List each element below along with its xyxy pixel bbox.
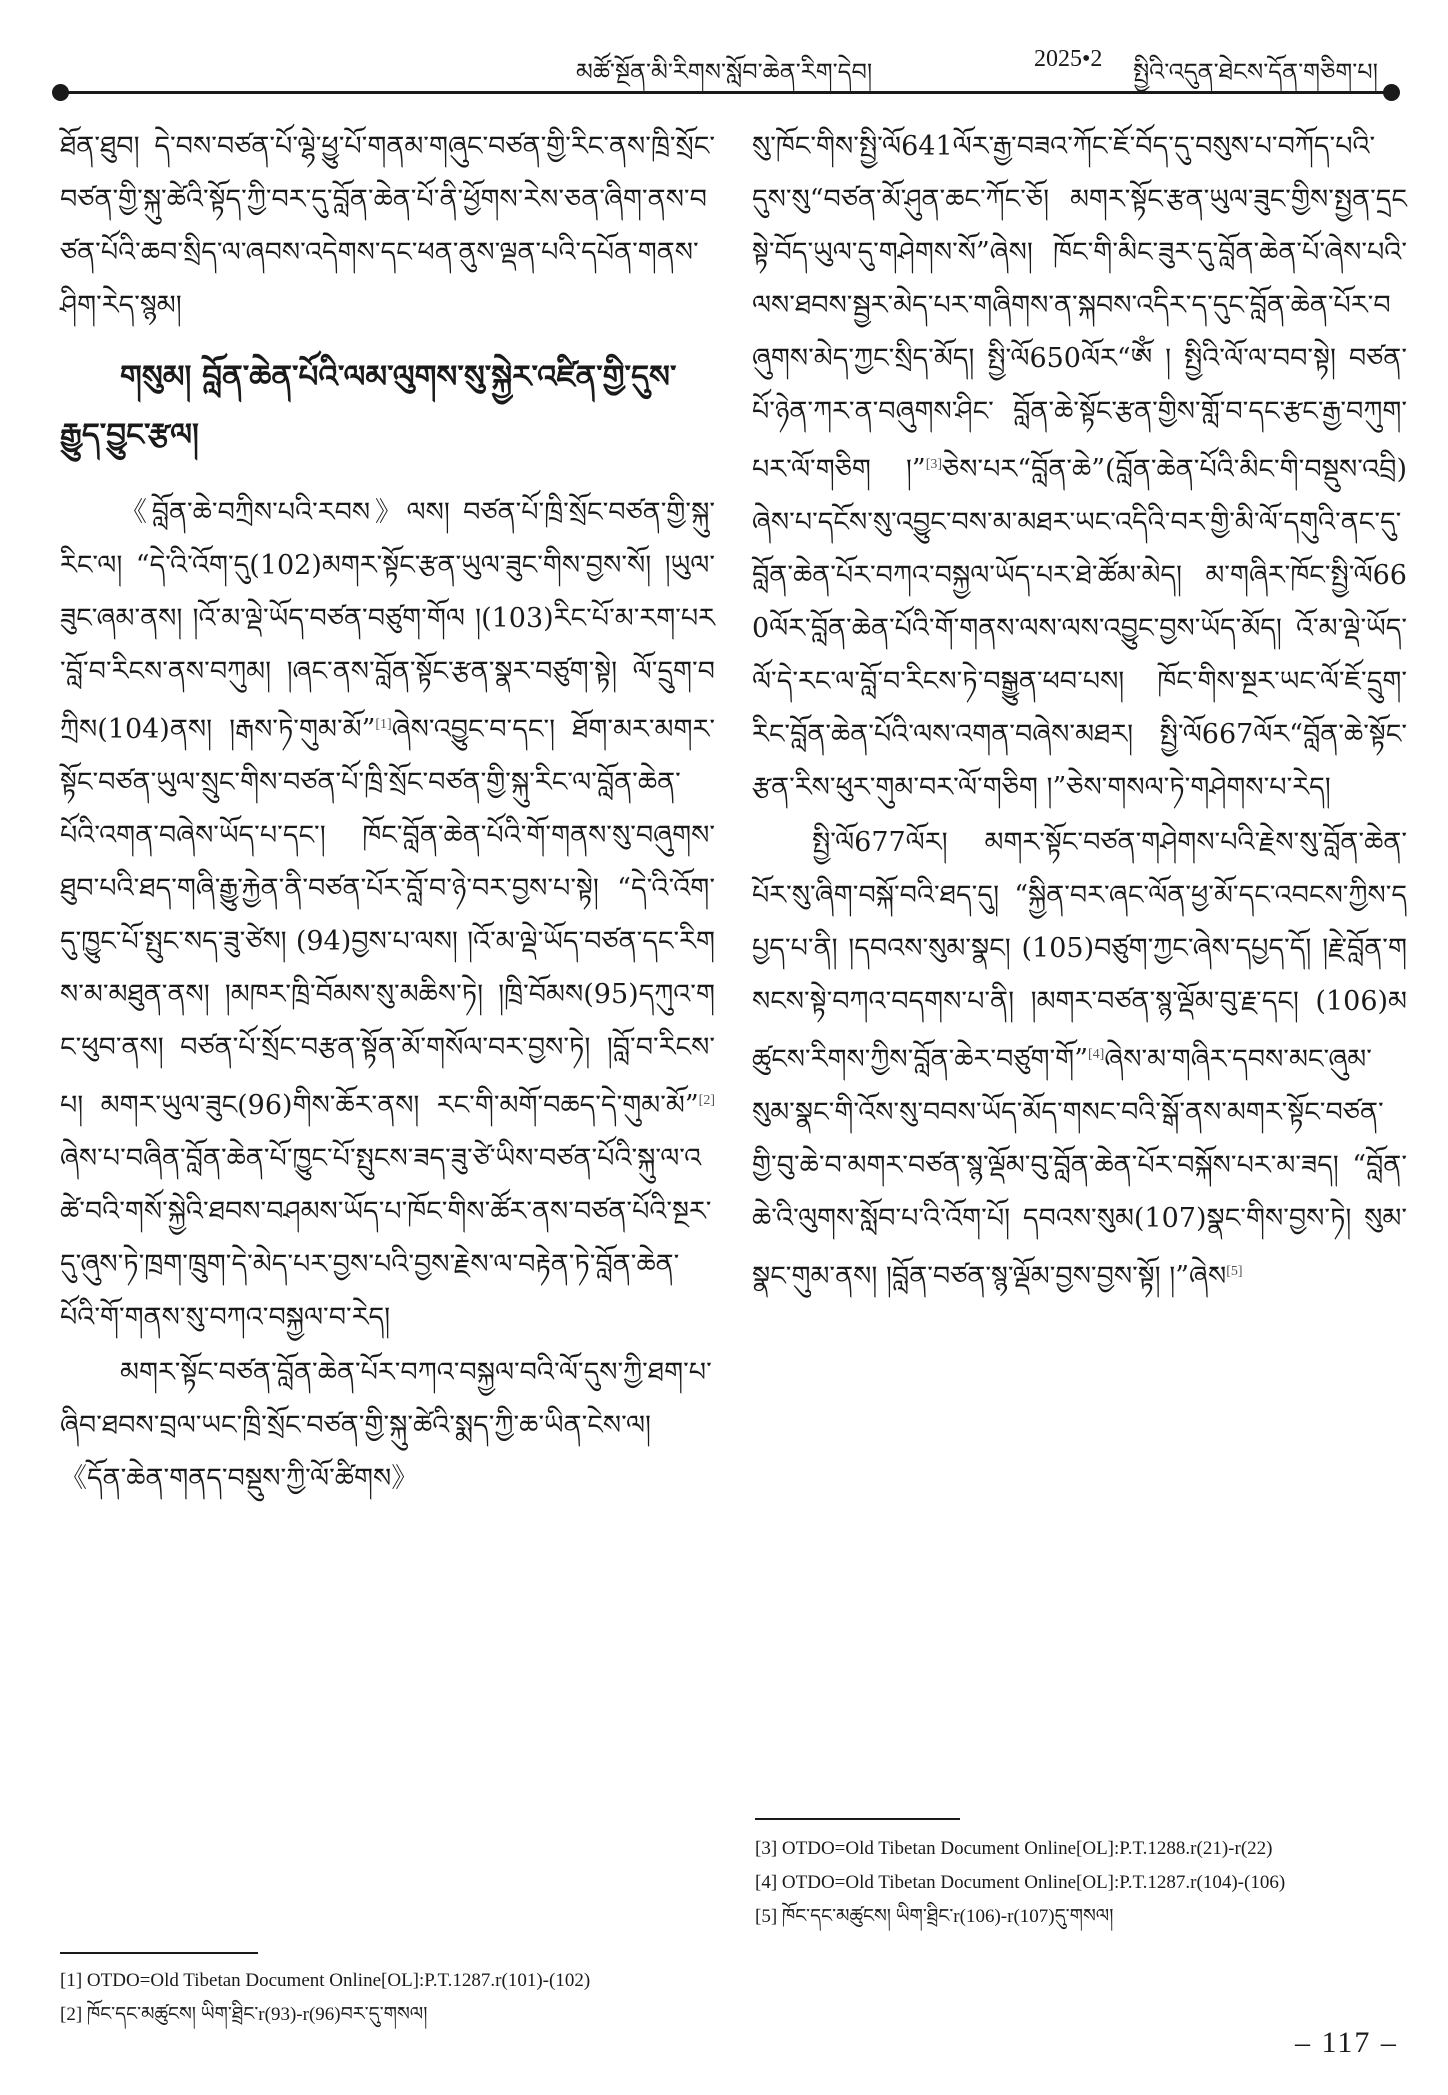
- footnotes-right: [755, 1832, 1405, 1934]
- paragraph-text: ཞེས་མ་གཞིར་དབས་མང་ཞུམ་སུམ་སྣང་གི་འོས་སུ་བབས་ཡོད་མོད་གསང་བའི་སྒོ་ནས་མགར་སྟོང་བཙན་གྱི་བུ་ཆེ་བ་མགར་བཙན་སྙ་ལྡོམ་བུ་བློན་ཆེན་པོར་བསྐོས་པར་མ་ཟད། “བློན་ཆེ་འི་ལུགས་སློབ་པ་འི་འོག་པོ། དབའས་སུམ(107)སྣང་གིས་བྱས་ཏེ། སུམ་སྣང་གུམ་ནས། །བློན་བཙན་སྙ་ལྡོམ་བྱས་བྱས་སྟོ། །”ཞེས: [752, 1044, 1407, 1292]
- rule-dot-left: [52, 84, 69, 101]
- rule-dot-right: [1383, 84, 1400, 101]
- paragraph: [60, 486, 715, 1344]
- paragraph: མགར་སྟོང་བཙན་བློན་ཆེན་པོར་བཀའ་བསྐྱལ་བའི་ལོ་དུས་ཀྱི་ཐག་པ་ཞིབ་ཐབས་བྲལ་ཡང་ཁྲི་སྲོང་བཙན་གྱི་སྐུ་ཚེའི་སྨད་ཀྱི་ཆ་ཡིན་ངེས་ལ། 《དོན་ཆེན་གནད་བསྡུས་ཀྱི་ལོ་ཚིགས》: [60, 1357, 712, 1494]
- section-heading: གསུམ། བློན་ཆེན་པོའི་ལམ་ལུགས་སུ་སྐྱེར་འཛིན་གྱི་དུས་རྒྱུད་བྱུང་རྩལ།: [60, 359, 677, 453]
- paragraph-text: 《བློན་ཆེ་བཀྲིས་པའི་རབས》ལས། བཙན་པོ་ཁྲི་སྲོང་བཙན་གྱི་སྐུ་རིང་ལ། “དེ་འི་འོག་དུ(102)མགར་སྟོང་རྩན་ཡུལ་ཟུང་གིས་བྱས་སོ། །ཡུལ་ཟུང་ཞམ་ནས། །འོ་མ་ལྡེ་ཡོད་བཙན་བཙུག་གོལ །(103)རིང་པོ་མ་རག་པར་བློ་བ་རིངས་ནས་བཀུམ། །ཞང་ནས་བློན་སྟོང་རྩན་སྣར་བཙུག་སྟེ། ལོ་དྲུག་བཀྲིས(104)ནས། །རྒས་ཏེ་གུམ་མོ”: [60, 497, 715, 745]
- left-column: [60, 120, 715, 1507]
- paragraph-text: སྤྱི་ལོ677ལོར། མགར་སྟོང་བཙན་གཤེགས་པའི་རྗེས་སུ་བློན་ཆེན་པོར་སུ་ཞིག་བསྐོ་བའི་ཐད་དུ། “སྐྱིན་བར་ཞང་ལོན་ཕྱ་མོ་དང་འབངས་ཀྱིས་དཔྱད་པ་ནི། །དབའས་སུམ་སྣང། (105)བཙུག་ཀྱང་ཞེས་དཔྱད་དོ། །རྗེ་བློན་གསངས་སྟེ་བཀའ་བདགས་པ་ནི། །མགར་བཙན་སྙ་ལྡོམ་བུ་རྗ་དང། (106)མཚུངས་རིགས་ཀྱིས་བློན་ཆེར་བཙུག་གོ”: [752, 827, 1407, 1075]
- paragraph-text: སུ་ཁོང་གིས་སྤྱི་ལོ641ལོར་རྒྱ་བཟའ་ཀོང་ཇོ་བོད་དུ་བསུས་པ་བཀོད་པའི་དུས་སུ“བཙན་མོ་ཤུན་ཆང་ཀོང་ཅོ། མགར་སྟོང་རྩན་ཡུལ་ཟུང་གྱིས་སྤྱན་དྲངསྟེ་བོད་ཡུལ་དུ་གཤེགས་སོ”ཞེས། ཁོང་གི་མིང་ཟུར་དུ་བློན་ཆེན་པོ་ཞེས་པའི་ལས་ཐབས་སྦྱར་མེད་པར་གཞིགས་ན་སྐབས་འདིར་ད་དུང་བློན་ཆེན་པོར་བཞུགས་མེད་ཀྱང་སྲིད་མོད། སྤྱི་ལོ650ལོར“ཨོཾ ། སྤྱིའི་ལོ་ལ་བབ་སྟེ། བཙན་པོ་ཉེན་ཀར་ན་བཞུགས་ཤིང་ བློན་ཆེ་སྟོང་རྩན་གྱིས་གློ་བ་དང་རྩང་རྒྱ་བཀུག་པར་ལོ་གཅིག །”: [752, 131, 1407, 485]
- paragraph-text: ཅེས་པར“བློན་ཆེ”(བློན་ཆེན་པོའི་མིང་གི་བསྡུས་འབྲི)ཞེས་པ་དངོས་སུ་འབྱུང་བས་མ་མཐར་ཡང་འདིའི་བར་གྱི་མི་ལོ་དགུའི་ནང་དུ་བློན་ཆེན་པོར་བཀའ་བསྐྱལ་ཡོད་པར་ཐེ་ཚོམ་མེད། མ་གཞིར་ཁོང་སྤྱི་ལོ660ལོར་བློན་ཆེན་པོའི་གོ་གནས་ལས་ལས་འབྱུང་བྱས་ཡོད་མོད། འོ་མ་ལྡེ་ཡོད་ལོ་དེ་རང་ལ་བློ་བ་རིངས་ཏེ་བསྒྱུན་ཕབ་པས། ཁོང་གིས་སྔར་ཡང་ལོ་ཇོ་དྲུག་རིང་བློན་ཆེན་པོའི་ལས་འགན་བཞེས་མཐར། སྤྱི་ལོ667ལོར“བློན་ཆེ་སྟོང་རྩན་རིས་ཕུར་གུམ་བར་ལོ་གཅིག །”ཅེས་གསལ་ཏེ་གཤེགས་པ་རེད།: [752, 454, 1407, 803]
- header-rule: [56, 91, 1392, 94]
- page-number: – 117 –: [1295, 2026, 1398, 2059]
- paragraph-text: ཞེས་པ་བཞིན་བློན་ཆེན་པོ་ཁྱུང་པོ་སྤུངས་ཟད་ཟུ་ཙེ་ཡིས་བཙན་པོའི་སྐུ་ལ་འཚེ་བའི་གསོ་སྐྱེའི་ཐབས་བཤམས་ཡོད་པ་ཁོང་གིས་ཚོར་ནས་བཙན་པོའི་སྔར་དུ་ཞུས་ཏེ་ཁྲག་ཁྲུག་དེ་མེད་པར་བྱས་པའི་བྱས་རྗེས་ལ་བརྟེན་ཏེ་བློན་ཆེན་པོའི་གོ་གནས་སུ་བཀའ་བསྐྱལ་བ་རེད།: [60, 1143, 712, 1333]
- footnote: [3] OTDO=Old Tibetan Document Online[OL]:P.T.1288.r(21)-r(22): [755, 1838, 1273, 1859]
- footnote-rule: [755, 1818, 960, 1820]
- section-title: སྤྱིའི་འདུན་ཐེངས་དོན་གཅིག་པ།: [1132, 58, 1378, 86]
- right-column: [752, 120, 1407, 1305]
- footnote-ref: [4]: [1088, 1047, 1105, 1062]
- footnote-ref: [1]: [375, 717, 392, 732]
- paragraph: ཐོན་ཐུབ། དེ་བས་བཙན་པོ་ལྷེ་ཕྱུ་པོ་གནམ་གཞུང་བཙན་གྱི་རིང་ནས་ཁྲི་སྲོང་བཙན་གྱི་སྐུ་ཚེའི་སྟོད་ཀྱི་བར་དུ་བློན་ཆེན་པོ་ནི་ཕྱོགས་རེས་ཅན་ཞིག་ནས་བཙན་པོའི་ཆབ་སྲིད་ལ་ཞབས་འདེགས་དང་ཕན་ནུས་ལྡན་པའི་དཔོན་གནས་ཤིག་རེད་སྙམ།: [60, 131, 715, 321]
- footnote: [4] OTDO=Old Tibetan Document Online[OL]:P.T.1287.r(104)-(106): [755, 1872, 1286, 1893]
- paragraph-text: ཞེས་འབྱུང་བ་དང་། ཐོག་མར་མགར་སྟོང་བཙན་ཡུལ་སྲུང་གིས་བཙན་པོ་ཁྲི་སྲོང་བཙན་གྱི་སྐུ་རིང་ལ་བློན་ཆེན་པོའི་འགན་བཞེས་ཡོད་པ་དང་། ཁོང་བློན་ཆེན་པོའི་གོ་གནས་སུ་བཞུགས་ཐུབ་པའི་ཐད་གཞི་རྒྱུ་རྐྱེན་ནི་བཙན་པོར་བློ་བ་ཉེ་བར་བྱས་པ་སྟེ། “དེ་འི་འོག་དུ་ཁྱུང་པོ་སྤུང་སད་ཟུ་ཙེས། (94)བྱས་པ་ལས། །འོ་མ་ལྡེ་ཡོད་བཙན་དང་རིགས་མ་མཐུན་ནས། །མཁར་ཁྲི་བོམས་སུ་མཆིས་ཏེ། །ཁྲི་བོམས(95)དཀུའ་གང་ཕུབ་ནས། བཙན་པོ་སྲོང་བརྩན་སྟོན་མོ་གསོལ་བར་བྱས་ཏེ། །བློ་བ་རིངས་པ། མགར་ཡུལ་ཟུང(96)གིས་ཆོར་ནས། རང་གི་མགོ་བཆད་དེ་གུམ་མོ”: [60, 714, 716, 1121]
- footnote-ref: [5]: [1226, 1264, 1243, 1279]
- footnote-rule: [60, 1952, 258, 1954]
- journal-title: མཚོ་སྔོན་མི་རིགས་སློབ་ཆེན་རིག་དེབ།: [576, 58, 873, 86]
- issue-number: 2025•2: [1034, 46, 1103, 72]
- footnote: [1] OTDO=Old Tibetan Document Online[OL]:P.T.1287.r(101)-(102): [60, 1970, 591, 1991]
- footnote: [2] ཁོང་དང་མཚུངས། ཡིག་ཐྲིང་r(93)-r(96)བར་དུ་གསལ།: [60, 2004, 428, 2025]
- running-header: [56, 40, 1392, 84]
- footnotes-left: [60, 1964, 710, 2032]
- footnote-ref: [3]: [925, 457, 943, 472]
- footnote: [5] ཁོང་དང་མཚུངས། ཡིག་ཐྲིང་r(106)-r(107)དུ་གསལ།: [755, 1906, 1114, 1927]
- paragraph: [752, 816, 1407, 1303]
- footnote-ref: [2]: [698, 1093, 715, 1108]
- paragraph: [752, 120, 1407, 814]
